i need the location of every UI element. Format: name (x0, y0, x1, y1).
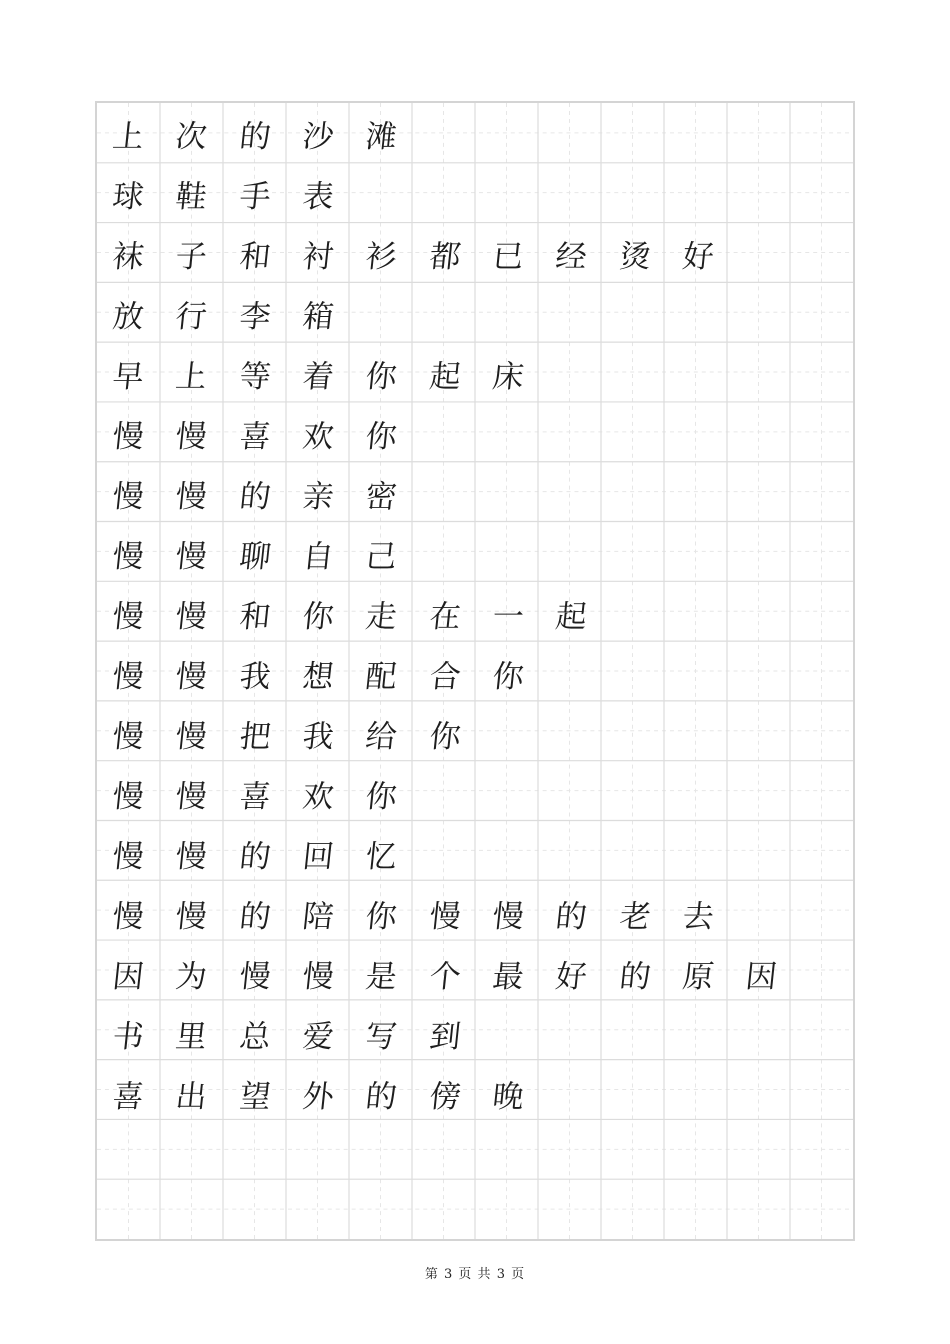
practice-grid-sheet (95, 101, 855, 1241)
grid-character: 欢 (300, 418, 336, 455)
grid-character: 我 (237, 658, 273, 695)
grid-character: 己 (364, 538, 400, 575)
text-row (97, 763, 853, 823)
grid-character: 上 (174, 358, 210, 395)
grid-character: 到 (427, 1018, 463, 1055)
grid-character: 的 (617, 958, 653, 995)
grid-character: 因 (110, 958, 146, 995)
grid-character: 最 (490, 958, 526, 995)
grid-character: 烫 (617, 238, 653, 275)
text-row (97, 1063, 853, 1123)
grid-character: 配 (364, 658, 400, 695)
text-row (97, 703, 853, 763)
grid-character: 合 (427, 658, 463, 695)
grid-character: 亲 (300, 478, 336, 515)
grid-character: 晚 (490, 1078, 526, 1115)
grid-character: 着 (300, 358, 336, 395)
grid-character: 自 (300, 538, 336, 575)
grid-character: 慢 (110, 838, 146, 875)
grid-character: 把 (237, 718, 273, 755)
grid-character: 次 (174, 118, 210, 155)
grid-character: 你 (364, 898, 400, 935)
text-row (97, 823, 853, 883)
grid-character: 聊 (237, 538, 273, 575)
text-row (97, 403, 853, 463)
text-rows (97, 103, 853, 1239)
grid-character: 为 (174, 958, 210, 995)
grid-character: 箱 (300, 298, 336, 335)
grid-character: 想 (300, 658, 336, 695)
grid-character: 老 (617, 898, 653, 935)
text-row (97, 343, 853, 403)
grid-character: 球 (110, 178, 146, 215)
grid-character: 沙 (300, 118, 336, 155)
grid-character: 慢 (174, 658, 210, 695)
grid-character: 走 (364, 598, 400, 635)
grid-character: 你 (364, 418, 400, 455)
grid-character: 慢 (174, 598, 210, 635)
grid-character: 写 (364, 1018, 400, 1055)
grid-character: 都 (427, 238, 463, 275)
grid-character: 的 (237, 478, 273, 515)
grid-character: 上 (110, 118, 146, 155)
grid-character: 你 (427, 718, 463, 755)
grid-character: 衬 (300, 238, 336, 275)
text-row (97, 643, 853, 703)
grid-character: 的 (237, 118, 273, 155)
page-number: 第 3 页 共 3 页 (424, 1267, 526, 1282)
grid-character: 的 (554, 898, 590, 935)
text-row (97, 583, 853, 643)
grid-character: 回 (300, 838, 336, 875)
grid-character: 慢 (110, 538, 146, 575)
grid-character: 起 (554, 598, 590, 635)
grid-character: 慢 (110, 898, 146, 935)
grid-character: 慢 (110, 658, 146, 695)
grid-character: 和 (237, 238, 273, 275)
grid-character: 欢 (300, 778, 336, 815)
grid-character: 慢 (110, 478, 146, 515)
text-row (97, 883, 853, 943)
grid-character: 表 (300, 178, 336, 215)
grid-character: 原 (680, 958, 716, 995)
grid-character: 是 (364, 958, 400, 995)
grid-character: 李 (237, 298, 273, 335)
grid-character: 我 (300, 718, 336, 755)
grid-character: 望 (237, 1078, 273, 1115)
grid-character: 书 (110, 1018, 146, 1055)
grid-character: 慢 (237, 958, 273, 995)
grid-character: 慢 (110, 778, 146, 815)
grid-character: 去 (680, 898, 716, 935)
grid-character: 出 (174, 1078, 210, 1115)
grid-character: 手 (237, 178, 273, 215)
grid-character: 已 (490, 238, 526, 275)
grid-character: 喜 (237, 778, 273, 815)
grid-character: 放 (110, 298, 146, 335)
grid-character: 行 (174, 298, 210, 335)
grid-character: 外 (300, 1078, 336, 1115)
grid-character: 慢 (110, 418, 146, 455)
grid-character: 起 (427, 358, 463, 395)
grid-character: 傍 (427, 1078, 463, 1115)
grid-character: 慢 (110, 718, 146, 755)
grid-character: 经 (554, 238, 590, 275)
grid-character: 慢 (174, 718, 210, 755)
text-row (97, 523, 853, 583)
grid-character: 慢 (174, 418, 210, 455)
grid-character: 袜 (110, 238, 146, 275)
grid-character: 子 (174, 238, 210, 275)
grid-character: 等 (237, 358, 273, 395)
grid-character: 慢 (490, 898, 526, 935)
grid-character: 里 (174, 1018, 210, 1055)
grid-character: 喜 (237, 418, 273, 455)
grid-character: 因 (744, 958, 780, 995)
grid-character: 和 (237, 598, 273, 635)
grid-character: 一 (490, 598, 526, 635)
grid-character: 早 (110, 358, 146, 395)
grid-character: 在 (427, 598, 463, 635)
text-row (97, 463, 853, 523)
grid-character: 慢 (300, 958, 336, 995)
grid-character: 你 (300, 598, 336, 635)
grid-character: 爱 (300, 1018, 336, 1055)
grid-character: 的 (364, 1078, 400, 1115)
text-row (97, 103, 853, 163)
text-row (97, 163, 853, 223)
grid-character: 给 (364, 718, 400, 755)
grid-character: 慢 (427, 898, 463, 935)
grid-character: 好 (680, 238, 716, 275)
grid-character: 总 (237, 1018, 273, 1055)
grid-character: 滩 (364, 118, 400, 155)
text-row (97, 1003, 853, 1063)
grid-character: 鞋 (174, 178, 210, 215)
grid-character: 的 (237, 898, 273, 935)
text-row (97, 283, 853, 343)
text-row (97, 1183, 853, 1243)
grid-character: 慢 (174, 778, 210, 815)
grid-character: 的 (237, 838, 273, 875)
grid-character: 床 (490, 358, 526, 395)
text-row (97, 943, 853, 1003)
grid-character: 衫 (364, 238, 400, 275)
grid-character: 忆 (364, 838, 400, 875)
grid-character: 你 (364, 358, 400, 395)
grid-character: 慢 (174, 898, 210, 935)
grid-character: 好 (554, 958, 590, 995)
grid-character: 慢 (174, 838, 210, 875)
grid-character: 慢 (174, 478, 210, 515)
grid-character: 慢 (174, 538, 210, 575)
grid-character: 密 (364, 478, 400, 515)
grid-character: 陪 (300, 898, 336, 935)
grid-character: 你 (364, 778, 400, 815)
grid-character: 你 (490, 658, 526, 695)
grid-character: 慢 (110, 598, 146, 635)
text-row (97, 1123, 853, 1183)
grid-character: 喜 (110, 1078, 146, 1115)
text-row (97, 223, 853, 283)
grid-character: 个 (427, 958, 463, 995)
